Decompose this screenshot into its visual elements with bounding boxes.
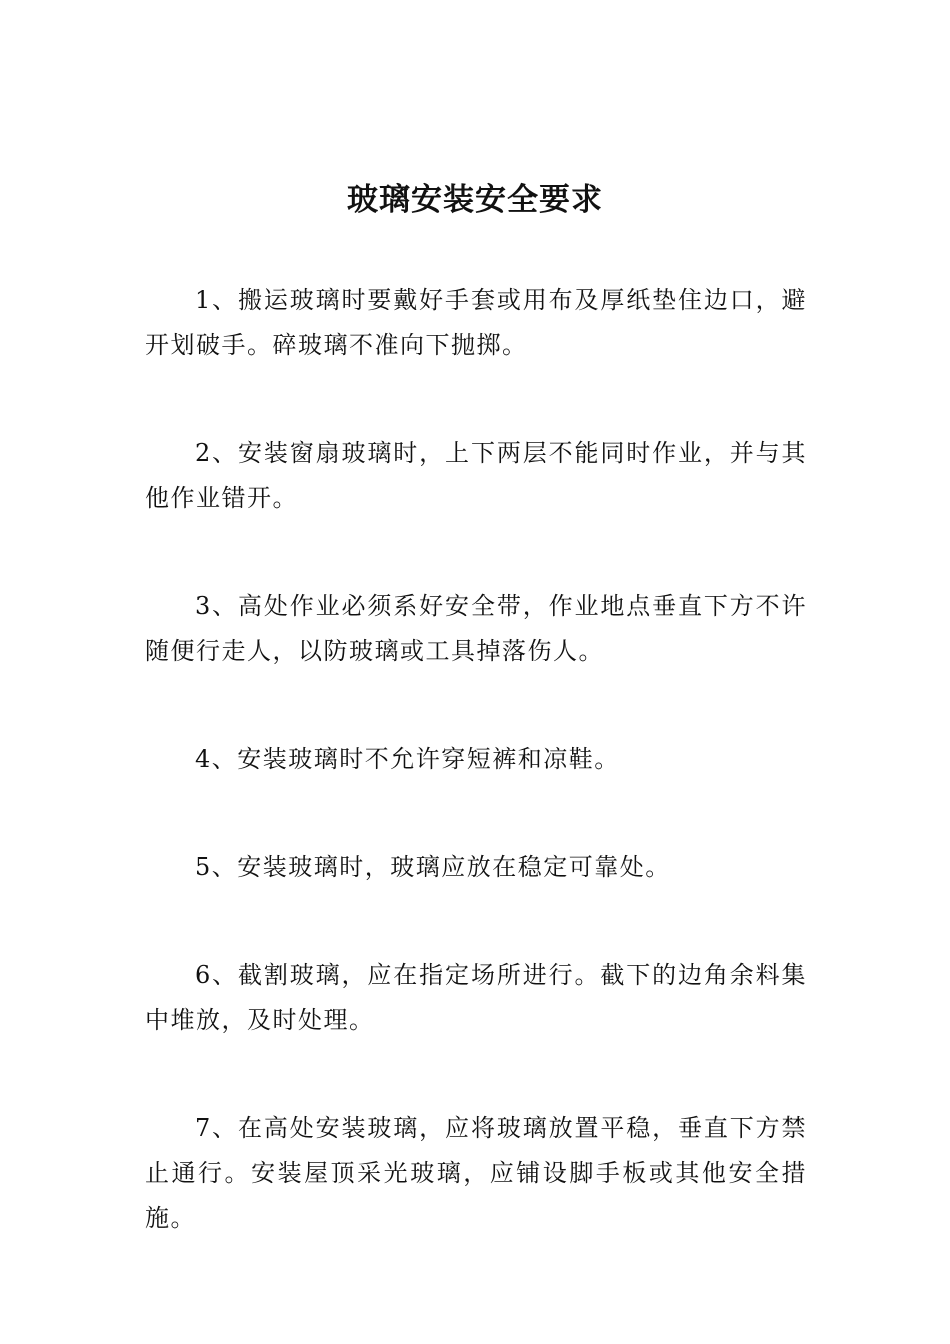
requirements-list [145, 278, 807, 1304]
requirement-item-1: 1、搬运玻璃时要戴好手套或用布及厚纸垫住边口，避开划破手。碎玻璃不准向下抛掷。 [145, 286, 807, 359]
requirement-item-2: 2、安装窗扇玻璃时，上下两层不能同时作业，并与其他作业错开。 [145, 439, 807, 512]
requirement-item-4: 4、安装玻璃时不允许穿短裤和凉鞋。 [195, 745, 620, 773]
requirement-item-6: 6、截割玻璃，应在指定场所进行。截下的边角余料集中堆放，及时处理。 [145, 961, 807, 1034]
requirement-item-5: 5、安装玻璃时，玻璃应放在稳定可靠处。 [195, 853, 671, 881]
document-title: 玻璃安装安全要求 [347, 182, 603, 218]
requirement-item-7: 7、在高处安装玻璃，应将玻璃放置平稳，垂直下方禁止通行。安装屋顶采光玻璃，应铺设脚手板或其他安全措施。 [145, 1114, 807, 1232]
requirement-item-3: 3、高处作业必须系好安全带，作业地点垂直下方不许随便行走人，以防玻璃或工具掉落伤人。 [145, 592, 807, 665]
